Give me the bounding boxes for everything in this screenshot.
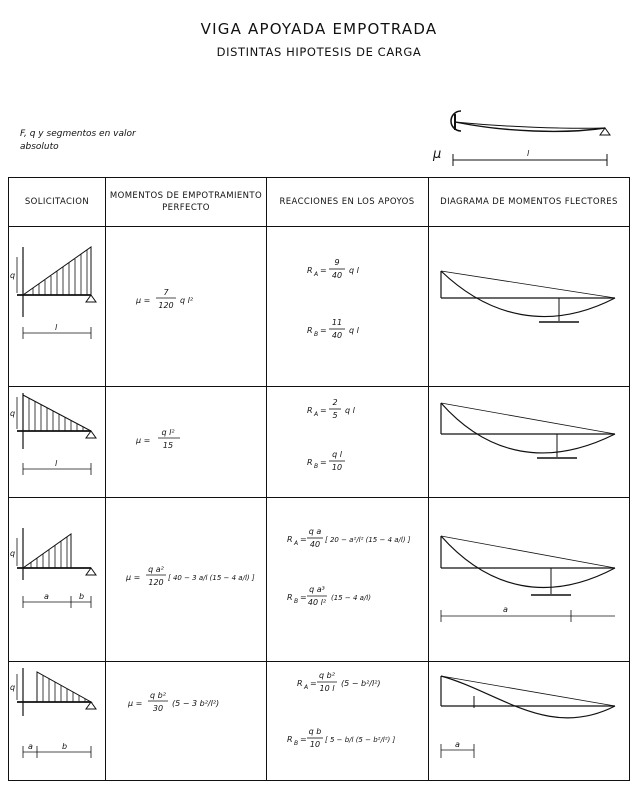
- svg-text:=: =: [310, 679, 317, 688]
- svg-text:μ =: μ =: [136, 436, 151, 445]
- svg-text:μ =: μ =: [126, 573, 141, 582]
- svg-text:a: a: [28, 742, 33, 751]
- row2-reactions: [267, 387, 427, 497]
- svg-text:7: 7: [163, 288, 169, 297]
- svg-text:q a³: q a³: [309, 585, 325, 594]
- load-cases-table: [8, 177, 630, 781]
- header-reacciones: REACCIONES EN LOS APOYOS: [279, 197, 415, 207]
- svg-text:A: A: [314, 271, 319, 278]
- svg-text:15: 15: [162, 441, 174, 450]
- svg-text:q l: q l: [349, 266, 359, 275]
- svg-text:R: R: [307, 266, 313, 275]
- svg-text:q l: q l: [332, 450, 342, 459]
- svg-text:10: 10: [331, 463, 343, 472]
- header-momentos: MOMENTOS DE EMPOTRAMIENTO PERFECTO: [109, 191, 263, 213]
- header-diagrama: DIAGRAMA DE MOMENTOS FLECTORES: [440, 197, 618, 207]
- svg-text:40: 40: [331, 271, 343, 280]
- svg-text:A: A: [294, 540, 299, 547]
- svg-text:=: =: [320, 458, 327, 467]
- row4-reactions: [267, 662, 427, 780]
- svg-text:a: a: [455, 740, 460, 749]
- svg-text:B: B: [294, 740, 299, 747]
- svg-text:A: A: [314, 411, 319, 418]
- svg-text:q l²: q l²: [180, 296, 194, 305]
- svg-text:B: B: [314, 463, 319, 470]
- row4-moment-diagram: [429, 662, 629, 780]
- svg-text:[ 20 − a²/l² (15 − 4 a/l) ]: [ 20 − a²/l² (15 − 4 a/l) ]: [325, 536, 411, 544]
- row3-reactions: [267, 498, 427, 661]
- svg-text:30: 30: [152, 704, 164, 713]
- svg-text:40: 40: [331, 331, 343, 340]
- svg-text:R: R: [307, 326, 313, 335]
- svg-text:q: q: [10, 549, 16, 558]
- length-symbol: l: [527, 149, 530, 158]
- row4-load-sketch: [9, 662, 105, 780]
- svg-text:a: a: [503, 605, 508, 614]
- svg-text:5: 5: [332, 411, 338, 420]
- svg-text:=: =: [320, 406, 327, 415]
- svg-text:a: a: [44, 592, 49, 601]
- row1-moment-formula: [106, 227, 266, 386]
- svg-text:l: l: [55, 323, 58, 332]
- header-solicitacion: SOLICITACION: [24, 197, 90, 207]
- row3-moment-formula: [106, 498, 266, 661]
- svg-text:=: =: [300, 593, 307, 602]
- svg-text:9: 9: [334, 258, 340, 267]
- svg-text:b: b: [62, 742, 68, 751]
- beam-key-sketch: [425, 100, 635, 175]
- svg-text:b: b: [79, 592, 85, 601]
- svg-text:μ =: μ =: [128, 699, 143, 708]
- svg-text:(15 − 4 a/l): (15 − 4 a/l): [331, 594, 371, 602]
- row2-moment-diagram: [429, 387, 629, 497]
- svg-text:R: R: [287, 735, 293, 744]
- page-title: VIGA APOYADA EMPOTRADA: [200, 20, 438, 38]
- svg-text:R: R: [307, 406, 313, 415]
- svg-text:R: R: [307, 458, 313, 467]
- row1-reactions: [267, 227, 427, 386]
- svg-text:=: =: [300, 535, 307, 544]
- svg-text:q b: q b: [308, 727, 322, 736]
- row3-moment-diagram: [429, 498, 629, 661]
- svg-text:q a: q a: [308, 527, 322, 536]
- svg-text:11: 11: [331, 318, 343, 327]
- svg-text:q l: q l: [349, 326, 359, 335]
- page-subtitle: DISTINTAS HIPOTESIS DE CARGA: [216, 45, 422, 59]
- svg-text:q b²: q b²: [150, 691, 166, 700]
- svg-text:(5 − 3 b²/l²): (5 − 3 b²/l²): [172, 699, 220, 708]
- svg-text:q l²: q l²: [161, 428, 175, 437]
- svg-text:40 l²: 40 l²: [307, 598, 327, 607]
- svg-text:=: =: [300, 735, 307, 744]
- svg-text:q: q: [10, 271, 16, 280]
- svg-text:A: A: [304, 684, 309, 691]
- svg-text:2: 2: [332, 398, 338, 407]
- row2-moment-formula: [106, 387, 266, 497]
- svg-text:120: 120: [148, 578, 164, 587]
- svg-text:10: 10: [309, 740, 321, 749]
- row1-load-sketch: [9, 227, 105, 386]
- svg-text:q b²: q b²: [319, 671, 335, 680]
- moment-symbol: μ: [433, 147, 442, 162]
- svg-text:R: R: [287, 593, 293, 602]
- row1-moment-diagram: [429, 227, 629, 386]
- svg-text:μ =: μ =: [136, 296, 151, 305]
- svg-text:q a²: q a²: [148, 565, 164, 574]
- svg-text:[ 5 − b/l (5 − b²/l²) ]: [ 5 − b/l (5 − b²/l²) ]: [325, 736, 396, 744]
- svg-text:l: l: [55, 459, 58, 468]
- svg-text:120: 120: [158, 301, 174, 310]
- svg-text:R: R: [287, 535, 293, 544]
- row4-moment-formula: [106, 662, 266, 780]
- svg-text:B: B: [294, 598, 299, 605]
- svg-text:R: R: [297, 679, 303, 688]
- svg-text:q: q: [10, 683, 16, 692]
- svg-text:40: 40: [309, 540, 321, 549]
- units-note: F, q y segmentos en valor absoluto: [20, 129, 136, 152]
- svg-text:[ 40 − 3 a/l (15 − 4 a/l) ]: [ 40 − 3 a/l (15 − 4 a/l) ]: [168, 574, 255, 582]
- svg-text:q l: q l: [345, 406, 355, 415]
- row3-load-sketch: [9, 498, 105, 661]
- svg-text:=: =: [320, 326, 327, 335]
- row2-load-sketch: [9, 387, 105, 497]
- svg-text:(5 − b²/l²): (5 − b²/l²): [341, 679, 381, 688]
- svg-text:10 l: 10 l: [319, 684, 335, 693]
- svg-text:q: q: [10, 409, 16, 418]
- svg-text:B: B: [314, 331, 319, 338]
- svg-text:=: =: [320, 266, 327, 275]
